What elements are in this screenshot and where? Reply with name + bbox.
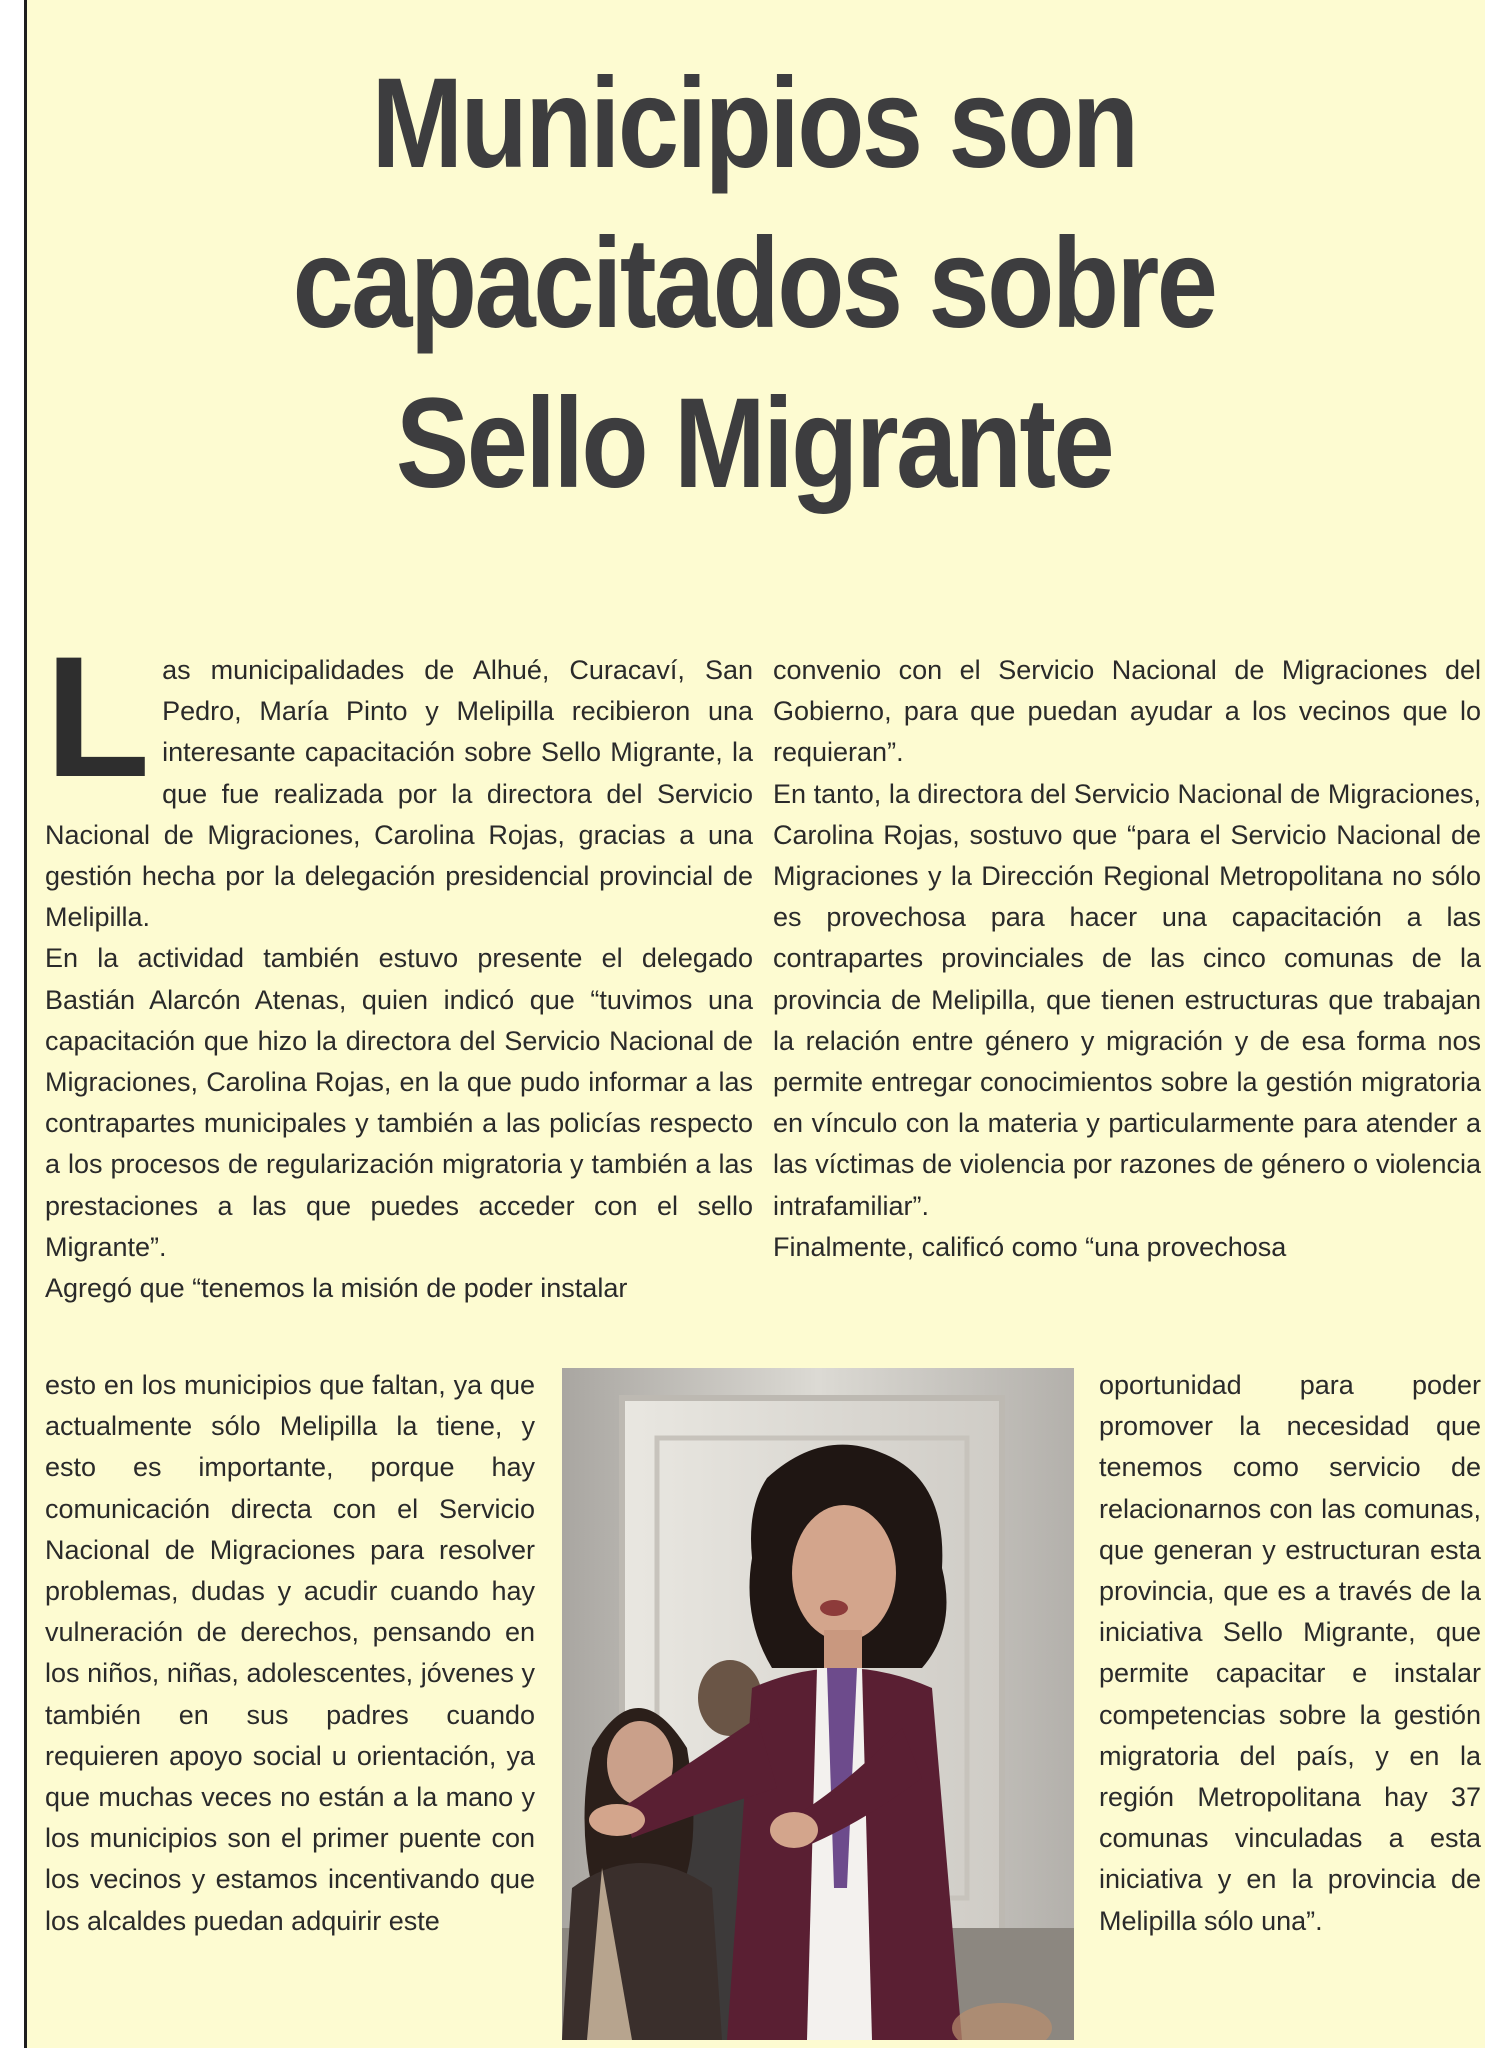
left-column-bottom [45,1365,535,1942]
paragraph-agrego-lead: Agregó que “tenemos la misión de poder instalar [45,1273,628,1304]
headline [106,44,1403,524]
right-column-top [773,650,1481,1268]
speaker-photo-illustration [562,1368,1074,2040]
paragraph-convenio: convenio con el Servicio Nacional de Migraciones del Gobierno, para que puedan ayudar a los vecinos que lo requieran”. [773,655,1481,768]
left-column-rule [24,0,27,2048]
paragraph-finalmente-continued: oportunidad para poder promover la necesidad que tenemos como servicio de relacionarnos con las comunas, que generan y estructuran esta provincia, que es a través de la iniciativa Sello Migrante, que permite capacitar e instalar competencias sobre la gestión migratoria del país, y en la región Metropolitana hay 37 comunas vinculadas a esta iniciativa y en la provincia de Melipilla sólo una”. [1099,1370,1481,1936]
headline-line-2: capacitados sobre [292,212,1216,355]
paragraph-agrego-continued: esto en los municipios que faltan, ya que actualmente sólo Melipilla la tiene, y esto es importante, porque hay comunicación directa con el Servicio Nacional de Migraciones para resolver problemas, dudas y acudir cuando hay vulneración de derechos, pensando en los niños, niñas, adolescentes, jóvenes y también en sus padres cuando requieren apoyo social u orientación, ya que muchas veces no están a la mano y los municipios son el primer puente con los vecinos y estamos incentivando que los alcaldes puedan adquirir este [45,1370,535,1936]
paragraph-finalmente-lead: Finalmente, calificó como “una provechosa [773,1231,1287,1262]
paragraph-delegado: En la actividad también estuvo presente el delegado Bastián Alarcón Atenas, quien indicó que “tuvimos una capacitación que hizo la directora del Servicio Nacional de Migraciones, Carolina Rojas, en la que pudo informar a las contrapartes municipales y también a las policías respecto a los procesos de regularización migratoria y también a las prestaciones a las que puedes acceder con el sello Migrante”. [45,943,753,1262]
article-photo [562,1368,1074,2040]
drop-cap: L [45,621,151,813]
left-column-top [45,621,753,1309]
headline-line-1: Municipios son [371,52,1137,195]
right-column-bottom [1099,1365,1481,1942]
headline-line-3: Sello Migrante [395,372,1113,515]
paragraph-directora: En tanto, la directora del Servicio Nacional de Migraciones, Carolina Rojas, sostuvo que “para el Servicio Nacional de Migraciones y la Dirección Regional Metropolitana no sólo es provechosa para hacer una capacitación a las contrapartes provinciales de las cinco comunas de la provincia de Melipilla, que tienen estructuras que trabajan la relación entre género y migración y de esa forma nos permite entregar conocimientos sobre la gestión migratoria en vínculo con la materia y particularmente para atender a las víctimas de violencia por razones de género o violencia intrafamiliar”. [773,778,1481,1221]
paragraph-intro [45,621,753,938]
paragraph-intro-text: as municipalidades de Alhué, Curacaví, San Pedro, María Pinto y Melipilla recibieron una interesante capacitación sobre Sello Migrante, la que fue realizada por la directora del Servicio Nacional de Migraciones, Carolina Rojas, gracias a una gestión hecha por la delegación presidencial provincial de Melipilla. [45,655,753,933]
